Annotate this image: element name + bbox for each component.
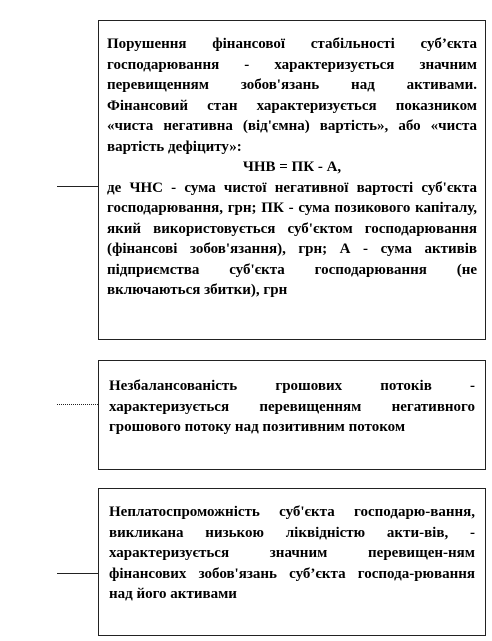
connector-line-2 [57,404,98,405]
connector-line-1 [57,186,98,187]
box-insolvency [98,488,486,636]
box1-description: Порушення фінансової стабільності суб’єкта господарювання - характеризується значним перевищенням зобов'язань над активами. Фінансовий стан характеризується показником «чиста негативна (від'ємна) вартість», або «чиста вартість дефіциту»: [107,36,477,155]
box3-text: Неплатоспроможність суб'єкта господарю-вання, викликана низькою ліквідністю акти-вів, - характеризується значним перевищен-ням фінансових зобов'язань суб’єкта господа-рювання над його активами [109,504,475,602]
box-financial-stability [98,20,486,340]
connector-line-3 [57,573,98,574]
box1-formula: ЧНВ = ПК - А, [242,159,342,175]
box-cash-flow-imbalance [98,360,486,470]
box2-text: Незбалансованість грошових потоків - характеризується перевищенням негативного грошового потоку над позитивним потоком [109,378,475,435]
box1-formula-legend: де ЧНС - сума чистої негативної вартості суб'єкта господарювання, грн; ПК - сума позикового капіталу, який використовується суб'єктом господарювання (фінансові зобов'язання), грн; А - сума активів підприємства суб'єкта господарювання (не включаються збитки), грн [107,179,477,298]
